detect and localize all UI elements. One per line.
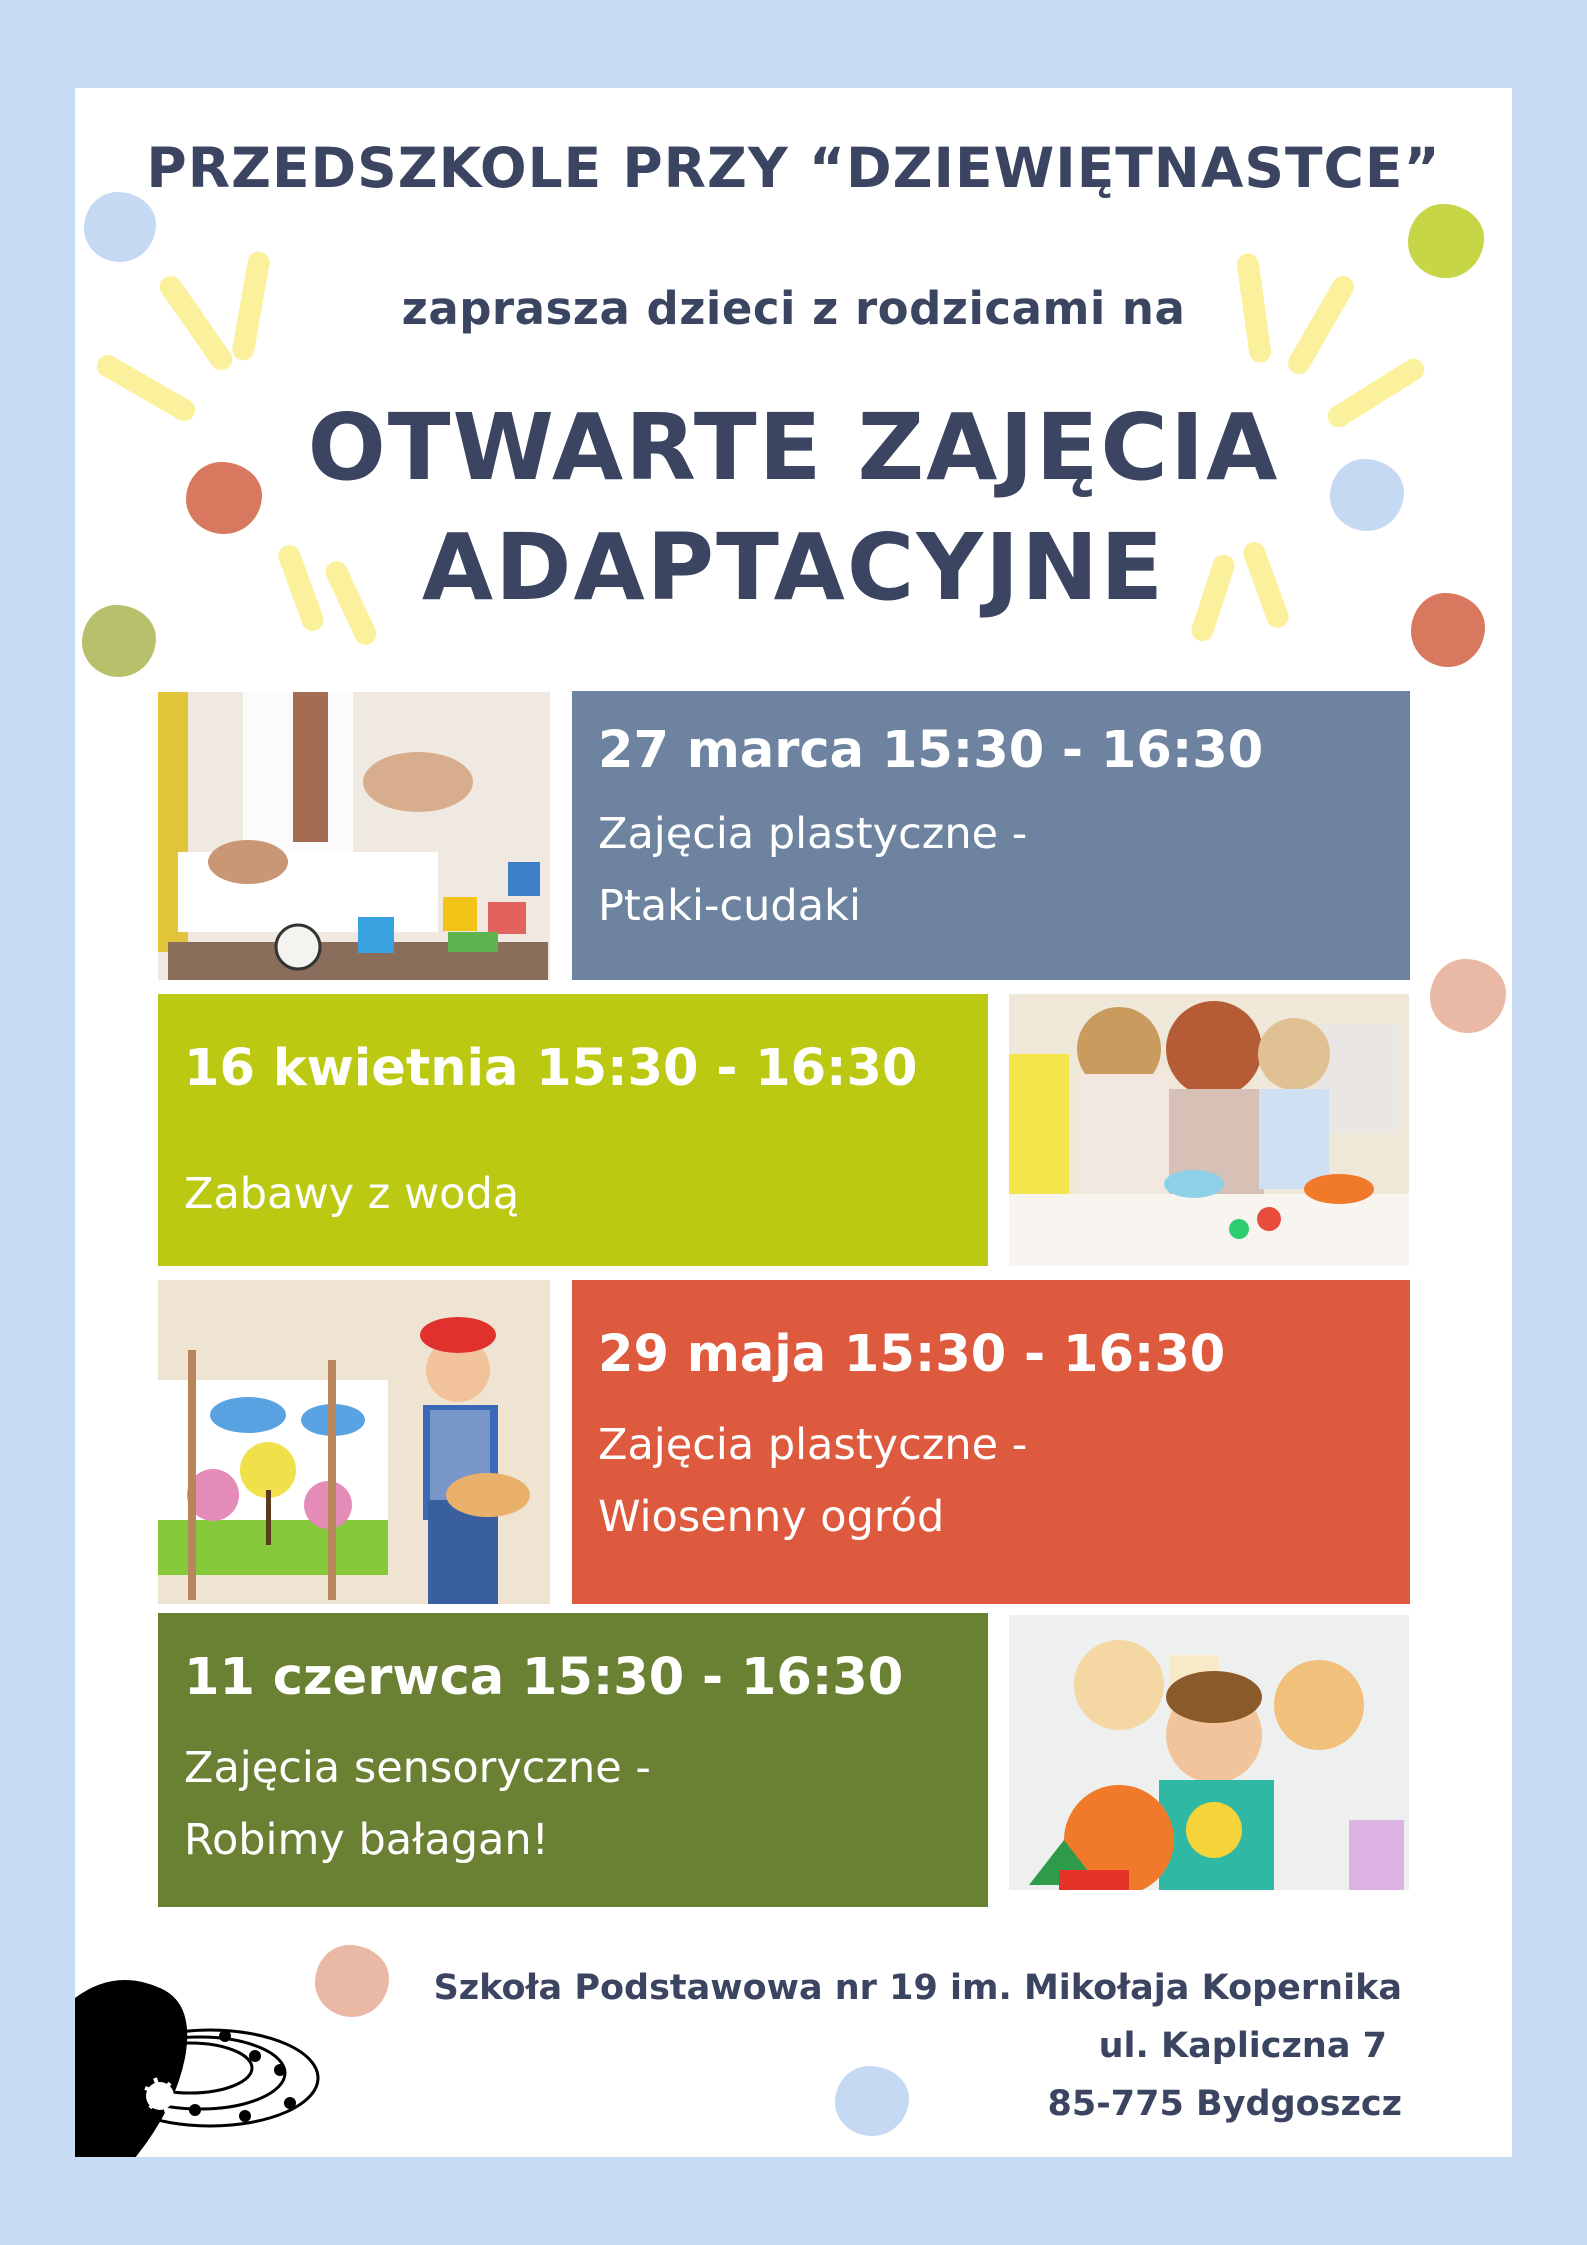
event-date: 27 marca 15:30 - 16:30 xyxy=(598,721,1264,780)
title-line-2: ADAPTACYJNE xyxy=(421,514,1166,621)
artist-child-photo xyxy=(158,1280,550,1604)
event-description: Zajęcia sensoryczne - xyxy=(184,1743,651,1793)
school-logo-icon xyxy=(75,1968,320,2157)
event-description: Zajęcia plastyczne - xyxy=(598,809,1028,859)
decor-dot-pink xyxy=(1430,959,1506,1033)
school-title: PRZEDSZKOLE PRZY “DZIEWIĘTNASTCE” xyxy=(146,136,1441,200)
event-description: Ptaki-cudaki xyxy=(598,881,861,931)
event-description: Zabawy z wodą xyxy=(184,1169,520,1219)
event-date: 11 czerwca 15:30 - 16:30 xyxy=(184,1648,904,1707)
event-card-1 xyxy=(572,691,1410,980)
smiling-boy-photo xyxy=(1009,1615,1409,1907)
event-card-2 xyxy=(158,994,988,1266)
poster xyxy=(75,88,1512,2157)
event-description: Robimy bałagan! xyxy=(184,1815,549,1865)
group-photo xyxy=(1009,994,1409,1266)
event-date: 16 kwietnia 15:30 - 16:30 xyxy=(184,1039,918,1098)
painting-photo xyxy=(158,692,550,980)
decor-dot-pink xyxy=(315,1945,389,2017)
event-date: 29 maja 15:30 - 16:30 xyxy=(598,1325,1226,1384)
footer-city: 85-775 Bydgoszcz xyxy=(1047,2084,1402,2124)
event-card-3 xyxy=(572,1280,1410,1604)
decor-dot-blue xyxy=(835,2066,909,2136)
event-description: Zajęcia plastyczne - xyxy=(598,1420,1028,1470)
footer-street: ul. Kapliczna 7 xyxy=(1098,2026,1387,2066)
decor-dot-blue xyxy=(84,192,156,262)
decor-dot-green xyxy=(1408,204,1484,278)
title-line-1: OTWARTE ZAJĘCIA xyxy=(307,394,1280,501)
event-card-4 xyxy=(158,1613,988,1907)
event-description: Wiosenny ogród xyxy=(598,1492,945,1542)
footer-school-name: Szkoła Podstawowa nr 19 im. Mikołaja Kopernika xyxy=(433,1968,1402,2008)
invitation-text: zaprasza dzieci z rodzicami na xyxy=(401,282,1186,335)
page-title xyxy=(75,388,1512,628)
